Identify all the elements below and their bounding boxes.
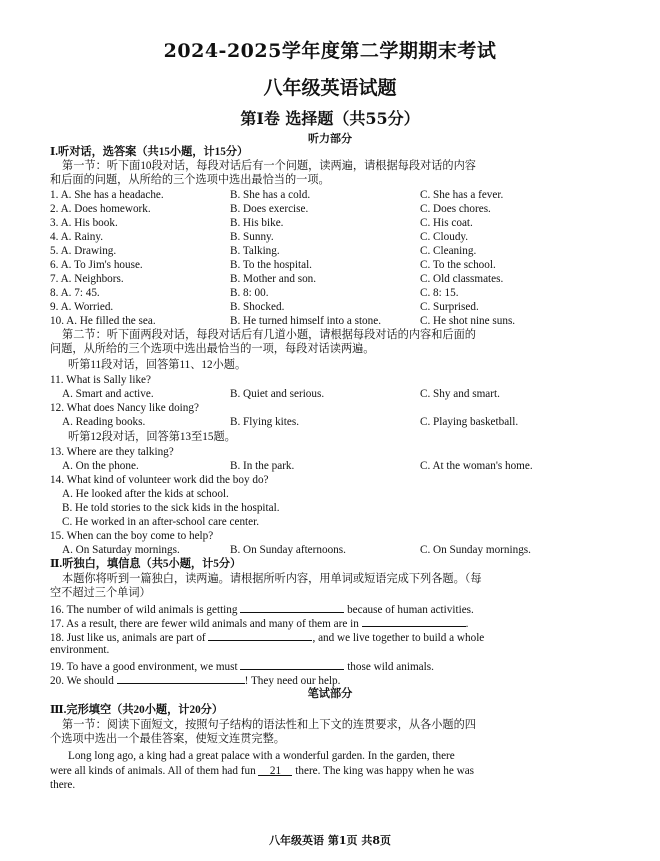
q18-continuation: environment. bbox=[50, 644, 110, 656]
exam-subtitle: 八年级英语试题 bbox=[263, 77, 397, 99]
q12-option-a: A. Reading books. bbox=[62, 416, 146, 428]
passage-line-2 bbox=[50, 765, 474, 778]
q13-option-c: C. At the woman's home. bbox=[420, 460, 533, 472]
q20-line bbox=[50, 673, 340, 688]
q20-post: ! They need our help. bbox=[244, 675, 341, 687]
part2-intro-2: 问题，从所给的三个选项中选出最恰当的一项，每段对话读两遍。 bbox=[50, 343, 375, 355]
q15-option-b: B. On Sunday afternoons. bbox=[230, 544, 346, 556]
q3-option-c: C. His coat. bbox=[420, 217, 473, 229]
q17-blank[interactable] bbox=[362, 616, 466, 627]
q14-option-a: A. He looked after the kids at school. bbox=[62, 488, 229, 500]
listening-part-title: 听力部分 bbox=[308, 132, 352, 145]
q1-option-a: 1. A. She has a headache. bbox=[50, 189, 164, 201]
section3-heading: Ⅲ.完形填空（共20小题，计20分） bbox=[50, 704, 224, 716]
q14-question: 14. What kind of volunteer work did the boy do? bbox=[50, 474, 269, 486]
volume-title: 第Ⅰ卷 选择题（共55分） bbox=[240, 109, 420, 128]
section3-intro-1: 第一节：阅读下面短文，按照句子结构的语法性和上下文的连贯要求，从各小题的四 bbox=[62, 719, 476, 731]
q1-option-b: B. She has a cold. bbox=[230, 189, 311, 201]
q16-line bbox=[50, 602, 474, 617]
q17-line bbox=[50, 616, 468, 631]
q6-option-b: B. To the hospital. bbox=[230, 259, 312, 271]
q18-post: , and we live together to build a whole bbox=[312, 632, 485, 644]
passage-line-1: Long long ago, a king had a great palace with a wonderful garden. In the garden, there bbox=[68, 750, 455, 762]
q9-option-b: B. Shocked. bbox=[230, 301, 285, 313]
q16-post: because of human activities. bbox=[347, 604, 474, 616]
q5-option-b: B. Talking. bbox=[230, 245, 280, 257]
q6-option-c: C. To the school. bbox=[420, 259, 496, 271]
q10-option-c: C. He shot nine suns. bbox=[420, 315, 516, 327]
q12-question: 12. What does Nancy like doing? bbox=[50, 402, 199, 414]
q14-option-c: C. He worked in an after-school care center. bbox=[62, 516, 260, 528]
q11-question: 11. What is Sally like? bbox=[50, 374, 151, 386]
blank-21-number: 21 bbox=[269, 765, 282, 777]
q18-pre: 18. Just like us, animals are part of bbox=[50, 632, 206, 644]
q8-option-a: 8. A. 7: 45. bbox=[50, 287, 100, 299]
passage-line-2-pre: were all kinds of animals. All of them had fun bbox=[50, 765, 256, 777]
q19-post: those wild animals. bbox=[347, 661, 434, 673]
q2-option-c: C. Does chores. bbox=[420, 203, 491, 215]
q2-option-b: B. Does exercise. bbox=[230, 203, 309, 215]
q15-question: 15. When can the boy come to help? bbox=[50, 530, 214, 542]
section1-heading: Ⅰ.听对话，选答案（共15小题，计15分） bbox=[50, 146, 249, 158]
q16-blank[interactable] bbox=[240, 602, 344, 613]
q12-option-c: C. Playing basketball. bbox=[420, 416, 519, 428]
q8-option-c: C. 8: 15. bbox=[420, 287, 459, 299]
q13-option-b: B. In the park. bbox=[230, 460, 295, 472]
q20-blank[interactable] bbox=[117, 673, 245, 684]
dialog11-instruction: 听第11段对话，回答第11、12小题。 bbox=[68, 359, 247, 371]
q17-post: . bbox=[465, 618, 469, 630]
q7-option-c: C. Old classmates. bbox=[420, 273, 504, 285]
q5-option-a: 5. A. Drawing. bbox=[50, 245, 117, 257]
q3-option-b: B. His bike. bbox=[230, 217, 284, 229]
q4-option-b: B. Sunny. bbox=[230, 231, 274, 243]
page-footer: 八年级英语 第1页 共8页 bbox=[269, 834, 391, 847]
q4-option-a: 4. A. Rainy. bbox=[50, 231, 104, 243]
blank-21[interactable] bbox=[258, 765, 292, 776]
part1-intro-1: 第一节：听下面10段对话，每段对话后有一个问题，读两遍，请根据每段对话的内容 bbox=[62, 160, 476, 172]
q1-option-c: C. She has a fever. bbox=[420, 189, 504, 201]
q7-option-a: 7. A. Neighbors. bbox=[50, 273, 124, 285]
section2-intro-2: 空不超过三个单词） bbox=[50, 587, 151, 599]
q3-option-a: 3. A. His book. bbox=[50, 217, 118, 229]
section2-intro-1: 本题你将听到一篇独白，读两遍。请根据所听内容，用单词或短语完成下列各题。（每 bbox=[62, 573, 482, 585]
q20-pre: 20. We should bbox=[50, 675, 114, 687]
q7-option-b: B. Mother and son. bbox=[230, 273, 317, 285]
part1-intro-2: 和后面的问题，从所给的三个选项中选出最恰当的一项。 bbox=[50, 174, 330, 186]
q4-option-c: C. Cloudy. bbox=[420, 231, 469, 243]
q13-option-a: A. On the phone. bbox=[62, 460, 139, 472]
q13-question: 13. Where are they talking? bbox=[50, 446, 174, 458]
q11-option-b: B. Quiet and serious. bbox=[230, 388, 325, 400]
q11-option-c: C. Shy and smart. bbox=[420, 388, 500, 400]
q10-option-a: 10. A. He filled the sea. bbox=[50, 315, 156, 327]
q9-option-c: C. Surprised. bbox=[420, 301, 479, 313]
q18-line bbox=[50, 630, 484, 645]
q12-option-b: B. Flying kites. bbox=[230, 416, 299, 428]
q18-blank[interactable] bbox=[208, 630, 312, 641]
q16-pre: 16. The number of wild animals is getting bbox=[50, 604, 238, 616]
section2-heading: Ⅱ.听独白，填信息（共5小题，计5分） bbox=[50, 558, 242, 570]
section3-intro-2: 个选项中选出一个最佳答案，使短文连贯完整。 bbox=[50, 733, 285, 745]
exam-title: 2024-2025学年度第二学期期末考试 bbox=[163, 40, 497, 62]
q19-line bbox=[50, 659, 434, 674]
q17-pre: 17. As a result, there are fewer wild animals and many of them are in bbox=[50, 618, 359, 630]
q5-option-c: C. Cleaning. bbox=[420, 245, 477, 257]
q19-blank[interactable] bbox=[240, 659, 344, 670]
q2-option-a: 2. A. Does homework. bbox=[50, 203, 151, 215]
q8-option-b: B. 8: 00. bbox=[230, 287, 269, 299]
passage-line-2-post: there. The king was happy when he was bbox=[295, 765, 475, 777]
part2-intro-1: 第二节：听下面两段对话，每段对话后有几道小题，请根据每段对话的内容和后面的 bbox=[62, 329, 476, 341]
q10-option-b: B. He turned himself into a stone. bbox=[230, 315, 382, 327]
writing-part-title: 笔试部分 bbox=[307, 688, 353, 700]
passage-line-3: there. bbox=[50, 779, 76, 791]
q11-option-a: A. Smart and active. bbox=[62, 388, 154, 400]
q19-pre: 19. To have a good environment, we must bbox=[50, 661, 238, 673]
q14-option-b: B. He told stories to the sick kids in the hospital. bbox=[62, 502, 280, 514]
q9-option-a: 9. A. Worried. bbox=[50, 301, 114, 313]
dialog12-instruction: 听第12段对话，回答第13至15题。 bbox=[68, 431, 236, 443]
q15-option-a: A. On Saturday mornings. bbox=[62, 544, 180, 556]
q6-option-a: 6. A. To Jim's house. bbox=[50, 259, 143, 271]
q15-option-c: C. On Sunday mornings. bbox=[420, 544, 531, 556]
